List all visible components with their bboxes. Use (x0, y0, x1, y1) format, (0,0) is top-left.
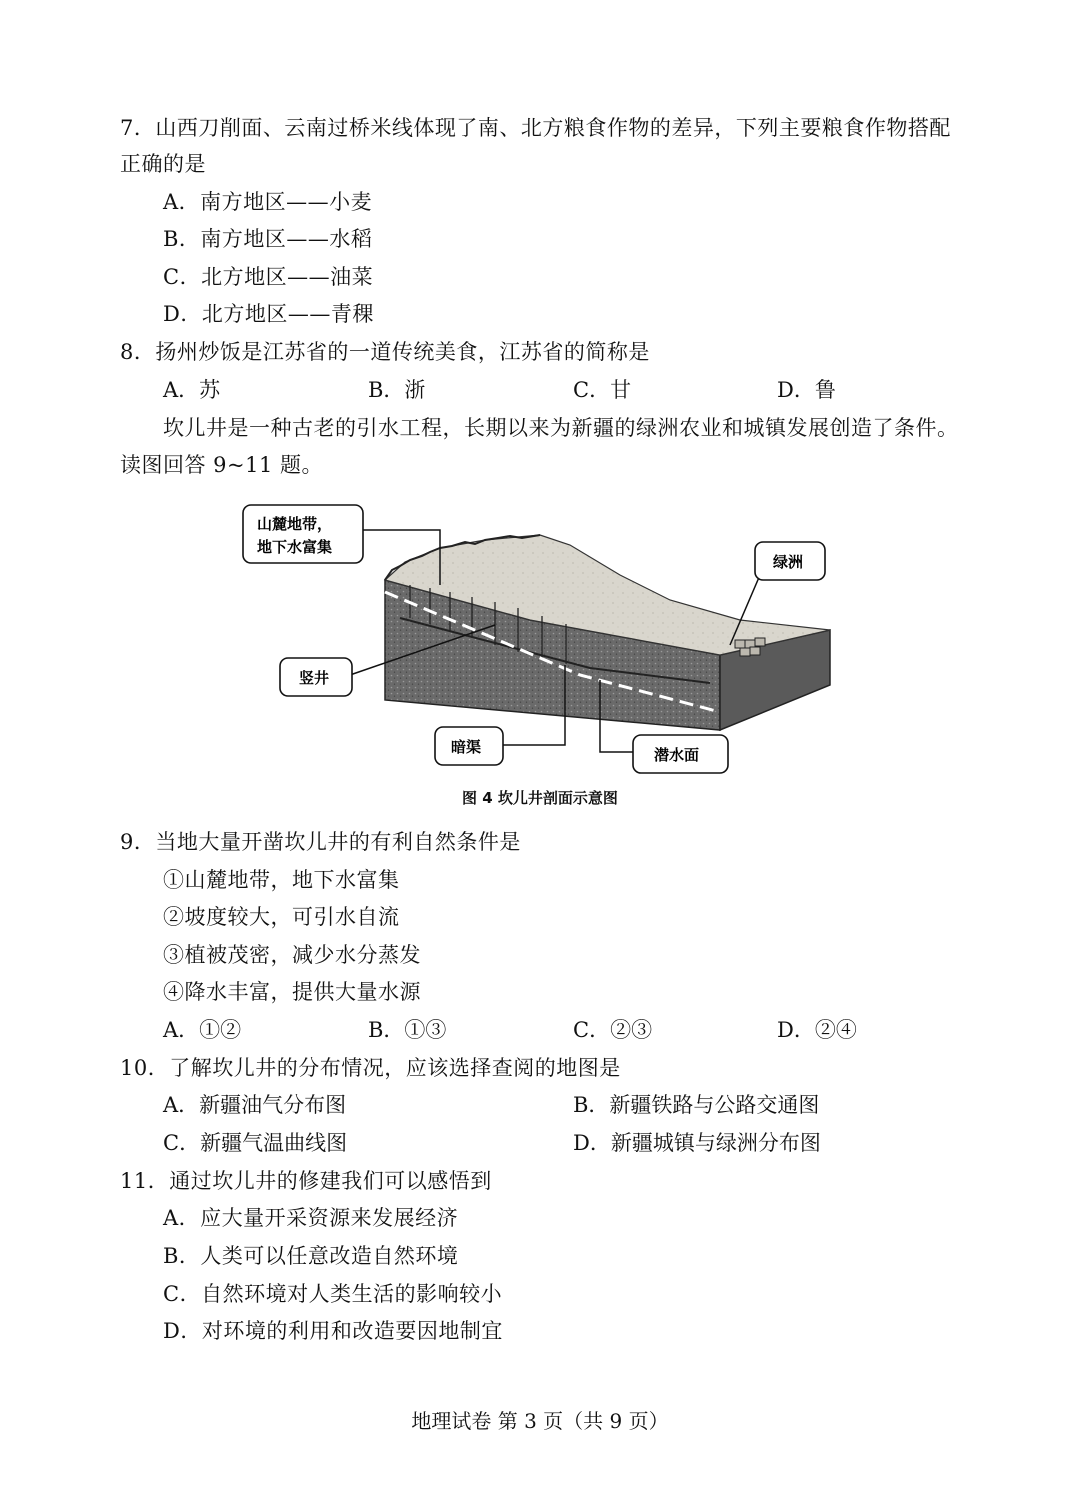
label-lvzhou (755, 542, 825, 580)
label-anqu (435, 727, 503, 765)
q9-option-c: C．②③ (573, 1018, 653, 1042)
q9-option-a: A．①② (163, 1018, 242, 1042)
q7-option-a: A．南方地区——小麦 (163, 190, 373, 214)
q7-option-d: D．北方地区——青稞 (163, 302, 374, 326)
page-footer: 地理试卷 第 3 页（共 9 页） (411, 1409, 669, 1433)
q8-option-a: A．苏 (163, 378, 221, 402)
q9-item-3: ③植被茂密，减少水分蒸发 (163, 943, 421, 967)
intro-line2: 读图回答 9~11 题。 (120, 453, 324, 477)
oasis-grid (735, 638, 765, 656)
q7-option-b: B．南方地区——水稻 (163, 227, 373, 251)
q9-stem: 9．当地大量开凿坎儿井的有利自然条件是 (120, 830, 521, 854)
q8-stem: 8．扬州炒饭是江苏省的一道传统美食，江苏省的简称是 (120, 340, 650, 364)
q11-option-b: B．人类可以任意改造自然环境 (163, 1244, 459, 1268)
q10-stem: 10．了解坎儿井的分布情况，应该选择查阅的地图是 (120, 1056, 621, 1080)
q7-stem-line1: 7．山西刀削面、云南过桥米线体现了南、北方粮食作物的差异，下列主要粮食作物搭配 (120, 116, 951, 140)
q9-option-d: D．②④ (777, 1018, 857, 1042)
q11-option-a: A．应大量开采资源来发展经济 (163, 1206, 459, 1230)
q11-option-c: C．自然环境对人类生活的影响较小 (163, 1282, 503, 1306)
q10-option-d: D．新疆城镇与绿洲分布图 (573, 1131, 821, 1155)
label-shanlu-line2: 地下水富集 (257, 538, 333, 556)
q10-option-a: A．新疆油气分布图 (163, 1093, 347, 1117)
label-anqu-text: 暗渠 (451, 738, 482, 756)
q10-option-c: C．新疆气温曲线图 (163, 1131, 348, 1155)
q11-stem: 11．通过坎儿井的修建我们可以感悟到 (120, 1169, 492, 1193)
q11-option-d: D．对环境的利用和改造要因地制宜 (163, 1319, 503, 1343)
label-qianshuimian (633, 735, 728, 773)
q8-option-c: C．甘 (573, 378, 632, 402)
label-shanlu-line1: 山麓地带， (257, 515, 333, 533)
q7-stem-line2: 正确的是 (120, 152, 206, 176)
q9-item-4: ④降水丰富，提供大量水源 (163, 980, 421, 1004)
q8-option-b: B．浙 (368, 378, 426, 402)
figure-caption: 图 4 坎儿井剖面示意图 (462, 789, 618, 807)
label-lvzhou-text: 绿洲 (773, 553, 804, 571)
label-shujing (280, 658, 352, 696)
label-qianshuimian-text: 潜水面 (654, 746, 700, 764)
q7-option-c: C．北方地区——油菜 (163, 265, 374, 289)
label-shanlu (243, 505, 363, 563)
karez-cross-section-figure (240, 500, 840, 780)
q9-item-1: ①山麓地带，地下水富集 (163, 868, 400, 892)
intro-line1: 坎儿井是一种古老的引水工程，长期以来为新疆的绿洲农业和城镇发展创造了条件。 (163, 416, 959, 440)
label-shujing-text: 竖井 (299, 669, 330, 687)
q10-option-b: B．新疆铁路与公路交通图 (573, 1093, 820, 1117)
q9-item-2: ②坡度较大，可引水自流 (163, 905, 400, 929)
q8-option-d: D．鲁 (777, 378, 836, 402)
q9-option-b: B．①③ (368, 1018, 447, 1042)
